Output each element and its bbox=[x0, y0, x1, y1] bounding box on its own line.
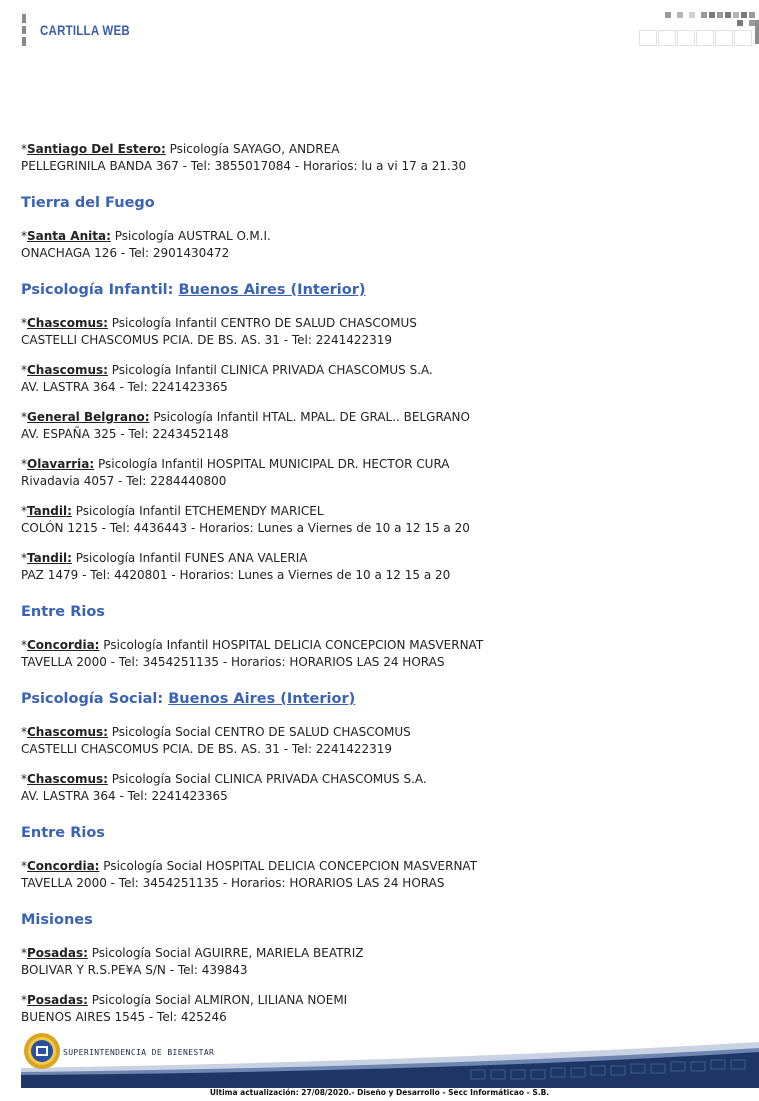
list-item: *Chascomus: Psicología Social CENTRO DE SALUD CHASCOMUS CASTELLI CHASCOMUS PCIA. DE BS. AS. 31 - Tel: 2241422319 bbox=[21, 725, 411, 756]
city-label: Santa Anita: bbox=[27, 229, 111, 243]
page-title: CARTILLA WEB bbox=[40, 22, 130, 38]
section-heading-misiones[interactable]: Misiones bbox=[21, 912, 93, 928]
provider-address: CASTELLI CHASCOMUS PCIA. DE BS. AS. 31 - Tel: 2241422319 bbox=[21, 742, 393, 756]
footer-wave bbox=[21, 1030, 759, 1088]
section-heading-psicologia-infantil bbox=[21, 280, 741, 300]
city-label: Santiago Del Estero: bbox=[27, 142, 166, 156]
provider-name: Psicología Infantil HOSPITAL MUNICIPAL DR. HECTOR CURA bbox=[98, 457, 450, 471]
list-item: *Chascomus: Psicología Social CLINICA PRIVADA CHASCOMUS S.A. AV. LASTRA 364 - Tel: 2241423365 bbox=[21, 772, 427, 803]
section-heading-prefix: Psicología Social: bbox=[21, 691, 164, 707]
city-label: Posadas: bbox=[27, 993, 88, 1007]
list-item: *Santiago Del Estero: Psicología SAYAGO, ANDREA PELLEGRINILA BANDA 367 - Tel: 3855017084 - Horarios: lu a vi 17 a 21.30 bbox=[21, 142, 467, 173]
provider-address: ONACHAGA 126 - Tel: 2901430472 bbox=[21, 246, 230, 260]
list-item: *General Belgrano: Psicología Infantil HTAL. MPAL. DE GRAL.. BELGRANO AV. ESPAÑA 325 - Tel: 2243452148 bbox=[21, 410, 470, 441]
provider-address: COLÓN 1215 - Tel: 4436443 - Horarios: Lunes a Viernes de 10 a 12 15 a 20 bbox=[21, 521, 470, 535]
region-link[interactable]: Buenos Aires (Interior) bbox=[168, 691, 356, 707]
city-label: Tandil: bbox=[27, 504, 72, 518]
provider-name: Psicología Social ALMIRON, LILIANA NOEMI bbox=[91, 993, 348, 1007]
provider-address: CASTELLI CHASCOMUS PCIA. DE BS. AS. 31 - Tel: 2241422319 bbox=[21, 333, 393, 347]
directory-list bbox=[21, 141, 741, 1039]
provider-address: PAZ 1479 - Tel: 4420801 - Horarios: Lunes a Viernes de 10 a 12 15 a 20 bbox=[21, 568, 451, 582]
section-heading-entre-rios[interactable]: Entre Rios bbox=[21, 825, 105, 841]
section-heading-entre-rios[interactable]: Entre Rios bbox=[21, 604, 105, 620]
region-link[interactable]: Buenos Aires (Interior) bbox=[178, 282, 366, 298]
list-item: *Concordia: Psicología Social HOSPITAL DELICIA CONCEPCION MASVERNAT TAVELLA 2000 - Tel: 3454251135 - Horarios: HORARIOS LAS 24 HORAS bbox=[21, 859, 478, 890]
list-item: *Posadas: Psicología Social AGUIRRE, MARIELA BEATRIZ BOLIVAR Y R.S.PE¥A S/N - Tel: 439843 bbox=[21, 946, 364, 977]
city-label: Chascomus: bbox=[27, 316, 108, 330]
section-heading-prefix: Psicología Infantil: bbox=[21, 282, 174, 298]
footer-banner bbox=[21, 1030, 759, 1088]
city-label: Chascomus: bbox=[27, 725, 108, 739]
provider-address: Rivadavia 4057 - Tel: 2284440800 bbox=[21, 474, 227, 488]
city-label: Concordia: bbox=[27, 859, 100, 873]
provider-address: TAVELLA 2000 - Tel: 3454251135 - Horarios: HORARIOS LAS 24 HORAS bbox=[21, 876, 445, 890]
city-label: Posadas: bbox=[27, 946, 88, 960]
provider-address: AV. LASTRA 364 - Tel: 2241423365 bbox=[21, 789, 228, 803]
organization-name: SUPERINTENDENCIA DE BIENESTAR bbox=[63, 1048, 215, 1057]
city-label: Concordia: bbox=[27, 638, 100, 652]
institution-seal-icon bbox=[23, 1032, 61, 1070]
provider-name: Psicología Social AGUIRRE, MARIELA BEATRIZ bbox=[91, 946, 364, 960]
list-item: *Tandil: Psicología Infantil ETCHEMENDY MARICEL COLÓN 1215 - Tel: 4436443 - Horarios: Lunes a Viernes de 10 a 12 15 a 20 bbox=[21, 504, 470, 535]
provider-address: TAVELLA 2000 - Tel: 3454251135 - Horarios: HORARIOS LAS 24 HORAS bbox=[21, 655, 445, 669]
provider-address: BUENOS AIRES 1545 - Tel: 425246 bbox=[21, 1010, 227, 1024]
city-label: Chascomus: bbox=[27, 363, 108, 377]
provider-name: Psicología Infantil HOSPITAL DELICIA CONCEPCION MASVERNAT bbox=[103, 638, 484, 652]
provider-name: Psicología Infantil CENTRO DE SALUD CHASCOMUS bbox=[111, 316, 417, 330]
list-item: *Tandil: Psicología Infantil FUNES ANA VALERIA PAZ 1479 - Tel: 4420801 - Horarios: Lunes a Viernes de 10 a 12 15 a 20 bbox=[21, 551, 451, 582]
last-updated-note: Ultima actualización: 27/08/2020.- Diseño y Desarrollo - Secc Informáticao - S.B. bbox=[209, 1088, 550, 1097]
provider-name: Psicología Infantil FUNES ANA VALERIA bbox=[75, 551, 308, 565]
provider-name: Psicología AUSTRAL O.M.I. bbox=[114, 229, 271, 243]
list-item: *Chascomus: Psicología Infantil CENTRO DE SALUD CHASCOMUS CASTELLI CHASCOMUS PCIA. DE BS. AS. 31 - Tel: 2241422319 bbox=[21, 316, 417, 347]
provider-name: Psicología Social CENTRO DE SALUD CHASCOMUS bbox=[111, 725, 411, 739]
list-item: *Concordia: Psicología Infantil HOSPITAL DELICIA CONCEPCION MASVERNAT TAVELLA 2000 - Tel: 3454251135 - Horarios: HORARIOS LAS 24 HORAS bbox=[21, 638, 484, 669]
city-label: General Belgrano: bbox=[27, 410, 150, 424]
provider-address: BOLIVAR Y R.S.PE¥A S/N - Tel: 439843 bbox=[21, 963, 248, 977]
section-heading-tierra-del-fuego[interactable]: Tierra del Fuego bbox=[21, 195, 155, 211]
city-label: Olavarria: bbox=[27, 457, 95, 471]
provider-name: Psicología SAYAGO, ANDREA bbox=[169, 142, 340, 156]
provider-name: Psicología Social HOSPITAL DELICIA CONCEPCION MASVERNAT bbox=[103, 859, 478, 873]
list-item: *Santa Anita: Psicología AUSTRAL O.M.I. ONACHAGA 126 - Tel: 2901430472 bbox=[21, 229, 271, 260]
provider-name: Psicología Infantil HTAL. MPAL. DE GRAL.. BELGRANO bbox=[153, 410, 470, 424]
list-item: *Posadas: Psicología Social ALMIRON, LILIANA NOEMI BUENOS AIRES 1545 - Tel: 425246 bbox=[21, 993, 348, 1024]
provider-address: PELLEGRINILA BANDA 367 - Tel: 3855017084 - Horarios: lu a vi 17 a 21.30 bbox=[21, 159, 467, 173]
provider-address: AV. ESPAÑA 325 - Tel: 2243452148 bbox=[21, 427, 229, 441]
section-heading-psicologia-social bbox=[21, 689, 741, 709]
provider-name: Psicología Social CLINICA PRIVADA CHASCOMUS S.A. bbox=[111, 772, 427, 786]
city-label: Chascomus: bbox=[27, 772, 108, 786]
provider-name: Psicología Infantil ETCHEMENDY MARICEL bbox=[75, 504, 324, 518]
list-item: *Chascomus: Psicología Infantil CLINICA PRIVADA CHASCOMUS S.A. AV. LASTRA 364 - Tel: 2241423365 bbox=[21, 363, 433, 394]
provider-address: AV. LASTRA 364 - Tel: 2241423365 bbox=[21, 380, 228, 394]
provider-name: Psicología Infantil CLINICA PRIVADA CHASCOMUS S.A. bbox=[111, 363, 433, 377]
header-decoration bbox=[637, 12, 759, 46]
header-accent-bar bbox=[22, 14, 26, 46]
city-label: Tandil: bbox=[27, 551, 72, 565]
list-item: *Olavarria: Psicología Infantil HOSPITAL MUNICIPAL DR. HECTOR CURA Rivadavia 4057 - Tel: 2284440800 bbox=[21, 457, 450, 488]
